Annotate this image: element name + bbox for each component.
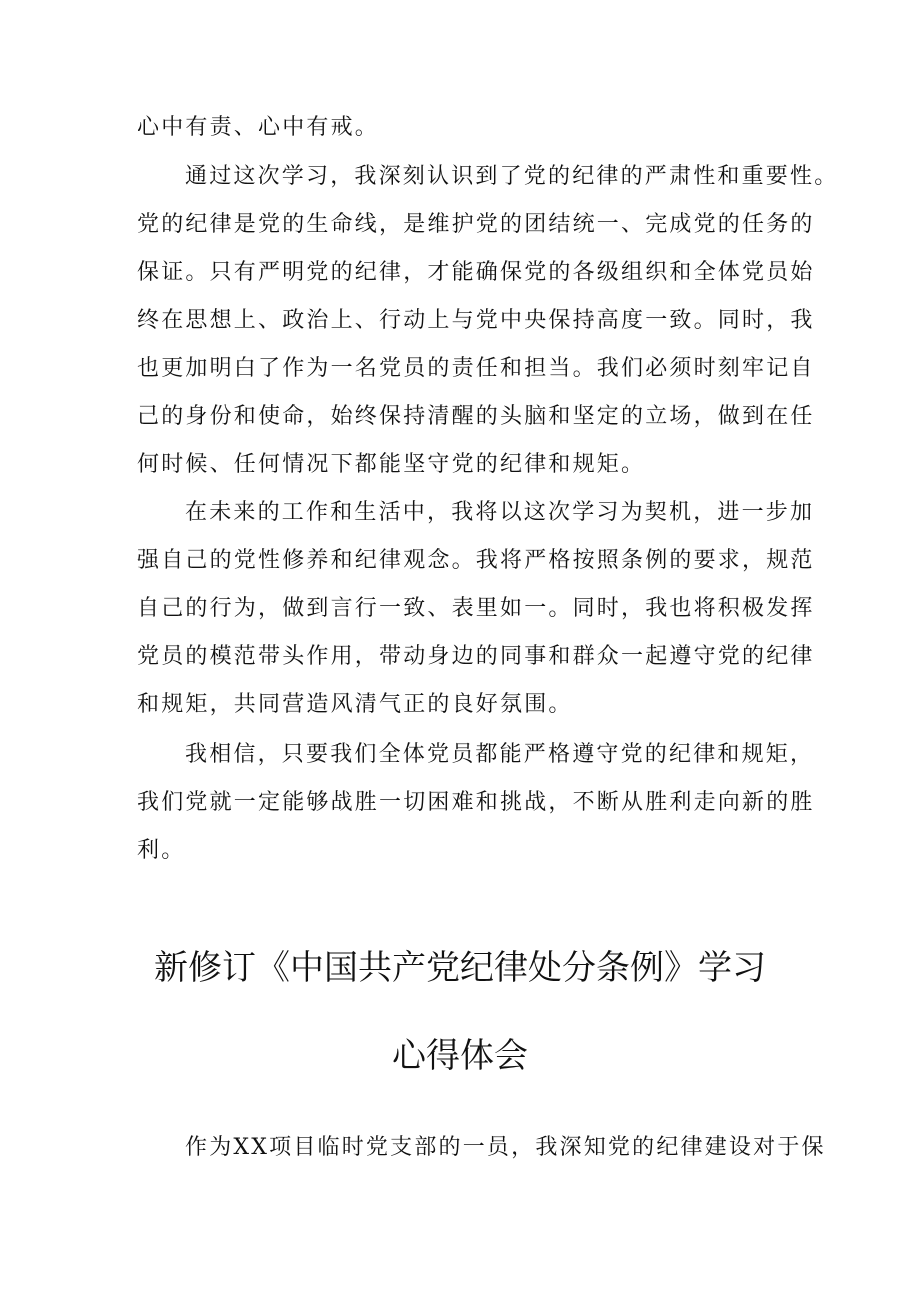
paragraph-line: 我们党就一定能够战胜一切困难和挑战，不断从胜利走向新的胜 [137, 790, 815, 815]
title-line-2: 心得体会 [392, 1036, 528, 1076]
paragraph-line: 己的身份和使命，始终保持清醒的头脑和坚定的立场，做到在任 [137, 404, 815, 429]
paragraph-line: 保证。只有严明党的纪律，才能确保党的各级组织和全体党员始 [137, 260, 815, 285]
paragraph-line: 我相信，只要我们全体党员都能严格遵守党的纪律和规矩， [185, 742, 815, 767]
paragraph-line: 何时候、任何情况下都能坚守党的纪律和规矩。 [137, 452, 646, 477]
title-line-1: 新修订《中国共产党纪律处分条例》学习 [154, 948, 766, 988]
paragraph-line: 心中有责、心中有戒。 [137, 115, 380, 140]
paragraph-line: 党员的模范带头作用，带动身边的同事和群众一起遵守党的纪律 [137, 644, 815, 669]
paragraph-line: 强自己的党性修养和纪律观念。我将严格按照条例的要求，规范 [137, 548, 815, 573]
paragraph-line: 在未来的工作和生活中，我将以这次学习为契机，进一步加 [185, 500, 815, 525]
paragraph-line: 终在思想上、政治上、行动上与党中央保持高度一致。同时，我 [137, 308, 815, 333]
paragraph-line: 通过这次学习，我深刻认识到了党的纪律的严肃性和重要性。 [185, 164, 839, 189]
paragraph-line: 和规矩，共同营造风清气正的良好氛围。 [137, 692, 573, 717]
paragraph-line: 也更加明白了作为一名党员的责任和担当。我们必须时刻牢记自 [137, 356, 815, 381]
paragraph-line: 党的纪律是党的生命线，是维护党的团结统一、完成党的任务的 [137, 212, 815, 237]
paragraph-line: 利。 [137, 838, 186, 863]
paragraph-line: 自己的行为，做到言行一致、表里如一。同时，我也将积极发挥 [137, 596, 815, 621]
paragraph-line: 作为XX项目临时党支部的一员，我深知党的纪律建设对于保 [185, 1135, 826, 1160]
